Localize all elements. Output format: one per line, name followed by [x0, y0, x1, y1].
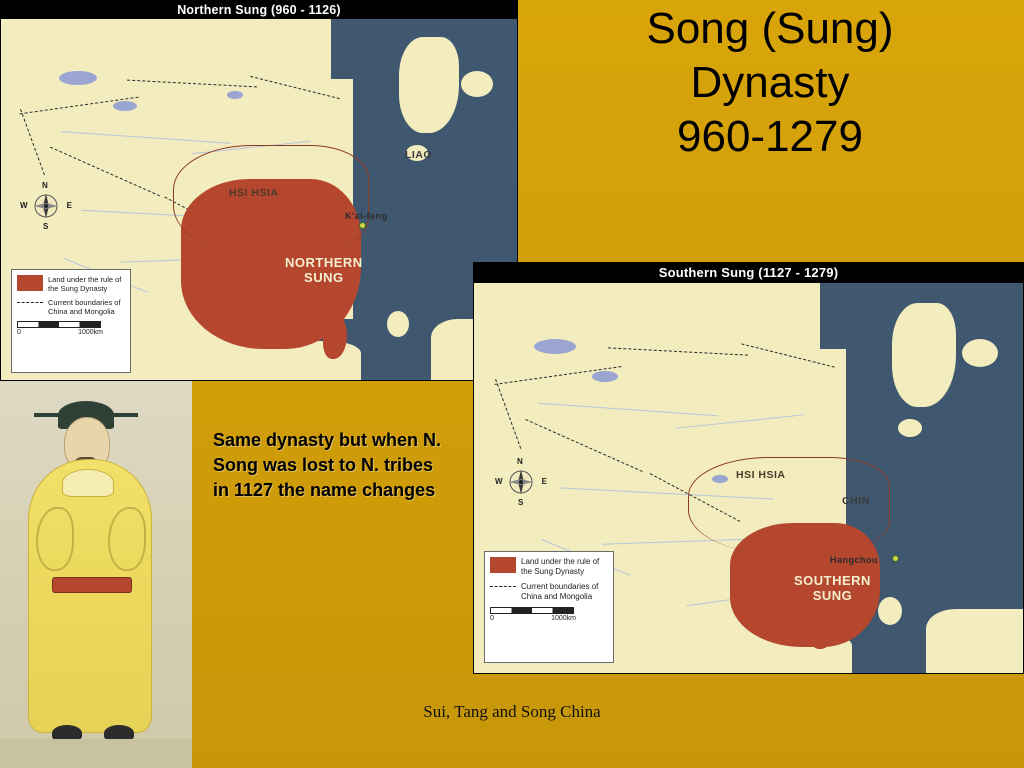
legend-row-territory	[17, 275, 125, 293]
title-line-1: Song (Sung)	[646, 4, 894, 53]
river-yellow	[61, 131, 231, 144]
scalebar-max: 1000km	[78, 329, 103, 336]
label-northern-sung-line1: NORTHERN	[285, 255, 363, 270]
modern-border-w-s	[495, 379, 521, 449]
map-southern-legend	[484, 551, 614, 663]
city-marker-hangchou	[892, 555, 899, 562]
slide-footer: Sui, Tang and Song China	[423, 702, 601, 721]
label-kaifeng: K'ai-feng	[345, 211, 388, 221]
modern-border-n	[127, 80, 257, 88]
legend-row-border-s	[490, 582, 608, 602]
portrait-collar	[62, 469, 114, 497]
label-southern-sung	[794, 573, 871, 603]
compass-east-label: E	[66, 201, 72, 210]
label-hangchou: Hangchou	[830, 555, 878, 565]
legend-scalebar-s	[490, 607, 608, 624]
portrait-robe	[28, 459, 152, 733]
land-island-ne-s	[962, 339, 998, 367]
modern-border-ne	[250, 76, 340, 99]
compass-west-label-s: W	[495, 477, 503, 486]
lake-west-s	[534, 339, 576, 354]
land-island-e-s	[898, 419, 922, 437]
label-hsi-hsia-s: HSI HSIA	[736, 469, 786, 481]
portrait-floor	[0, 739, 192, 768]
label-northern-sung-line2: SUNG	[304, 270, 344, 285]
land-southeast-asia-s	[926, 609, 1023, 673]
legend-swatch-territory	[17, 275, 43, 291]
compass-south-label: S	[43, 222, 49, 231]
caption-text: Same dynasty but when N. Song was lost to N. tribes in 1127 the name changes	[213, 430, 442, 500]
legend-dash-border-s	[490, 586, 516, 587]
label-liao: LIAO	[405, 149, 433, 161]
portrait-dragon-right	[108, 507, 146, 571]
city-marker-kaifeng	[359, 222, 366, 229]
lake-central-north-s	[592, 371, 618, 382]
land-korea-s	[892, 303, 956, 407]
legend-row-border	[17, 298, 125, 316]
legend-label-border-s: Current boundaries of China and Mongolia	[521, 582, 599, 601]
modern-border-w	[20, 109, 45, 175]
portrait-dragon-left	[36, 507, 74, 571]
compass-south-label-s: S	[518, 498, 524, 507]
map-northern-canvas	[1, 19, 517, 380]
map-northern-legend	[11, 269, 131, 373]
legend-swatch-territory-s	[490, 557, 516, 573]
title-line-3: 960-1279	[677, 112, 863, 161]
land-korea	[399, 37, 459, 133]
compass-west-label: W	[20, 201, 28, 210]
legend-dash-border	[17, 302, 43, 303]
label-southern-sung-line1: SOUTHERN	[794, 573, 871, 588]
map-southern-header: Southern Sung (1127 - 1279)	[474, 263, 1023, 283]
legend-row-territory-s	[490, 557, 608, 577]
lake-west	[59, 71, 97, 85]
land-island-ne	[461, 71, 493, 97]
scalebar-bar-s	[490, 607, 574, 614]
scalebar-min-s: 0	[490, 615, 494, 622]
title-line-2: Dynasty	[690, 58, 850, 107]
legend-scalebar	[17, 321, 125, 337]
map-southern-sung	[473, 262, 1024, 674]
land-island-taiwan-s	[878, 597, 902, 625]
portrait-belt	[52, 577, 132, 593]
label-northern-sung	[285, 255, 363, 285]
label-hsi-hsia: HSI HSIA	[229, 187, 279, 199]
compass-rose-icon-south	[495, 457, 547, 507]
portrait-hat-wing-right	[112, 413, 138, 417]
compass-north-label-s: N	[517, 457, 523, 466]
legend-label-border: Current boundaries of China and Mongolia	[48, 298, 121, 316]
compass-north-label: N	[42, 181, 48, 190]
river-yellow-lower-s	[676, 414, 803, 428]
legend-label-territory-s: Land under the rule of the Sung Dynasty	[521, 557, 600, 576]
compass-rose-icon	[20, 181, 72, 231]
scalebar-min: 0	[17, 329, 21, 336]
label-chin: CHIN	[842, 495, 870, 507]
map-southern-canvas	[474, 283, 1023, 673]
compass-east-label-s: E	[541, 477, 547, 486]
historic-boundary-northern	[173, 145, 369, 256]
page-title	[520, 2, 1020, 164]
river-yellow-s	[538, 403, 718, 417]
map-northern-sung	[0, 0, 518, 381]
land-island-taiwan	[387, 311, 409, 337]
lake-northeast	[227, 91, 243, 99]
scalebar-bar	[17, 321, 101, 328]
label-southern-sung-line2: SUNG	[812, 588, 853, 603]
portrait-hat-wing-left	[34, 413, 60, 417]
map-northern-header: Northern Sung (960 - 1126)	[1, 1, 517, 19]
lake-central-north	[113, 101, 137, 111]
modern-border-n-s	[608, 347, 748, 355]
legend-label-territory: Land under the rule of the Sung Dynasty	[48, 275, 122, 293]
scalebar-max-s: 1000km	[551, 615, 576, 622]
